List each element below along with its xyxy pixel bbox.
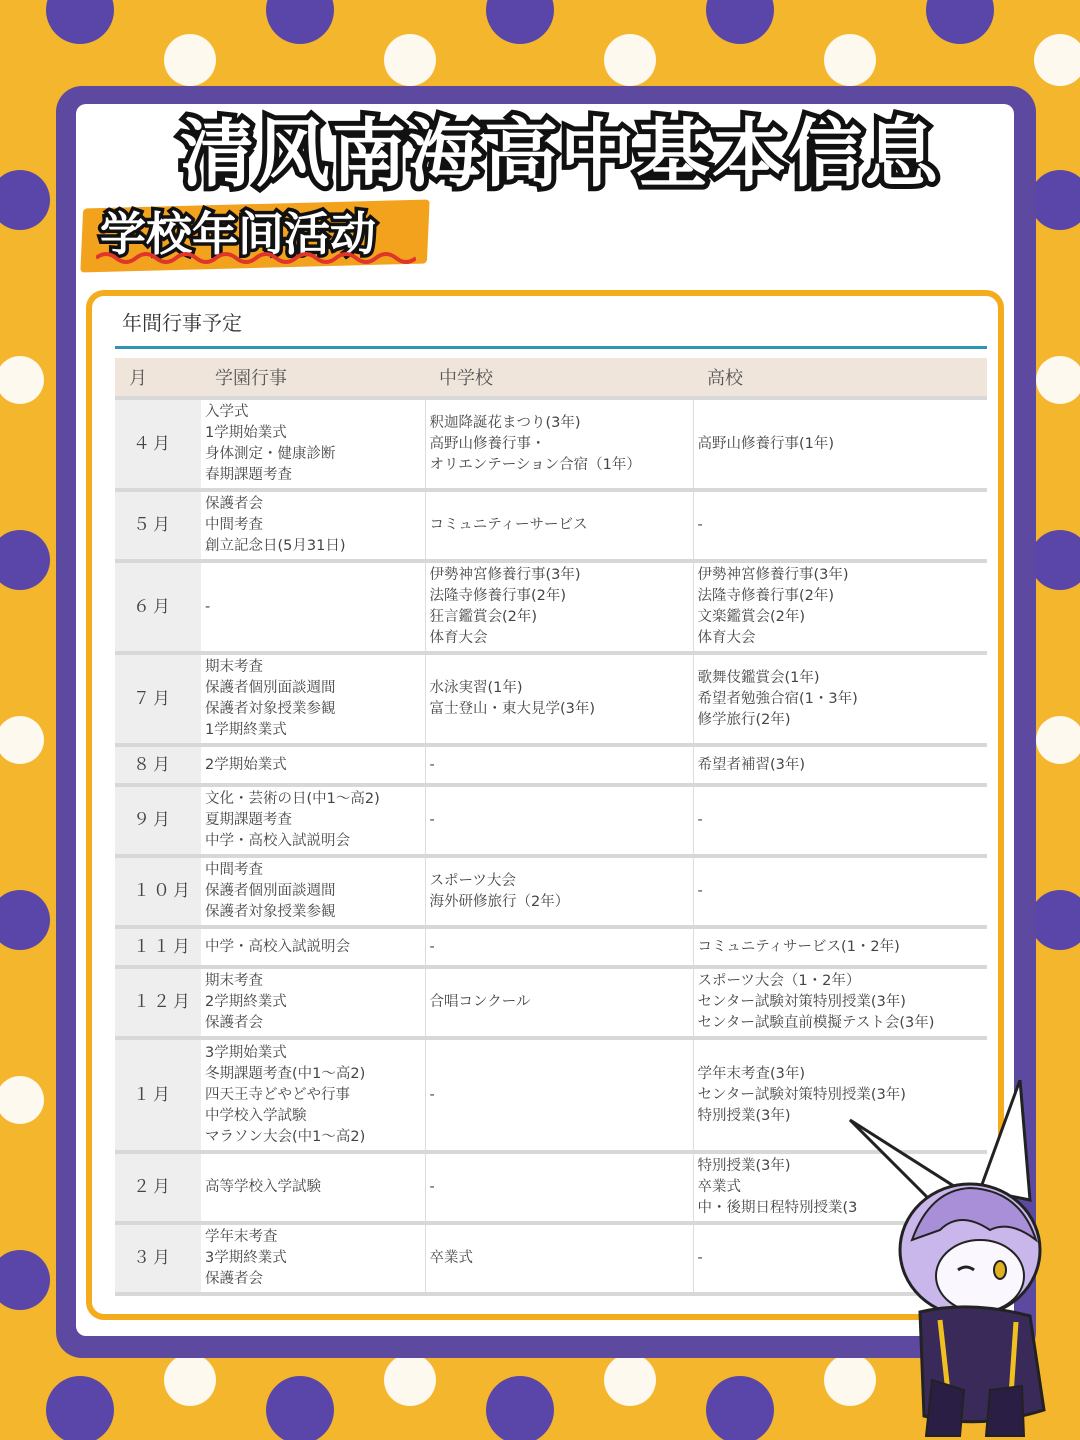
event-line: 文楽鑑賞会(2年) <box>697 609 806 625</box>
cell-chugakko-events <box>425 856 693 927</box>
event-line: 水泳実習(1年) <box>429 680 523 696</box>
event-line: - <box>429 1086 435 1103</box>
page-title: 清风南海高中基本信息 <box>180 111 940 197</box>
event-line: オリエンテーション合宿（1年） <box>429 456 641 473</box>
event-line: 1学期始業式 <box>205 425 287 441</box>
mascot-character-image <box>840 1080 1080 1440</box>
cell-month: １１月 <box>115 927 201 967</box>
event-line: - <box>429 1179 435 1195</box>
table-title: 年間行事予定 <box>122 311 242 335</box>
cell-gakuen-events <box>201 1152 425 1223</box>
table-row <box>115 856 987 927</box>
event-line: 1学期終業式 <box>205 722 287 738</box>
table-row <box>115 927 987 967</box>
event-line: マラソン大会(中1～高2) <box>205 1128 366 1145</box>
event-line: 富士登山・東大見学(3年) <box>429 701 596 717</box>
event-line: 2学期終業式 <box>205 994 287 1010</box>
cell-koko-events <box>693 561 987 653</box>
event-line: 特別授業(3年) <box>697 1107 791 1124</box>
event-line: 学年末考査(3年) <box>697 1065 806 1082</box>
header-chugakko: 中学校 <box>425 358 693 398</box>
event-line: スポーツ大会 <box>429 872 516 889</box>
table-row <box>115 653 987 745</box>
cell-gakuen-events <box>201 561 425 653</box>
cell-chugakko-events <box>425 967 693 1038</box>
event-line: 期末考査 <box>205 659 263 675</box>
cell-koko-events <box>693 785 987 856</box>
event-line: 釈迦降誕花まつり(3年) <box>429 414 581 431</box>
event-line: 学年末考査 <box>205 1229 278 1245</box>
cell-month: ７月 <box>115 653 201 745</box>
event-line: 文化・芸術の日(中1～高2) <box>205 791 380 807</box>
cell-month: ８月 <box>115 745 201 785</box>
cell-month: ５月 <box>115 490 201 561</box>
event-line: - <box>697 1250 703 1266</box>
event-line: 保護者対象授業参観 <box>205 904 336 920</box>
table-row <box>115 785 987 856</box>
event-line: 卒業式 <box>429 1250 473 1266</box>
event-line: 身体測定・健康診断 <box>205 446 336 462</box>
event-line: 中・後期日程特別授業(3 <box>697 1200 858 1216</box>
cell-gakuen-events <box>201 398 425 490</box>
event-line: 歌舞伎鑑賞会(1年) <box>697 669 820 686</box>
table-header-row <box>115 358 987 398</box>
table-row <box>115 561 987 653</box>
event-line: 期末考査 <box>205 973 263 989</box>
cell-chugakko-events <box>425 927 693 967</box>
cell-chugakko-events <box>425 785 693 856</box>
event-line: 保護者会 <box>205 496 263 512</box>
cell-gakuen-events <box>201 967 425 1038</box>
event-line: 海外研修旅行（2年） <box>429 893 570 910</box>
event-line: 希望者勉強合宿(1・3年) <box>697 690 858 707</box>
event-line: 中学・高校入試説明会 <box>205 938 350 955</box>
cell-koko-events <box>693 653 987 745</box>
title-rule <box>115 346 987 349</box>
cell-month: ２月 <box>115 1152 201 1223</box>
cell-koko-events <box>693 856 987 927</box>
event-line: コミュニティサービス(1・2年) <box>697 938 900 955</box>
cell-gakuen-events <box>201 785 425 856</box>
event-line: 法隆寺修養行事(2年) <box>697 588 835 604</box>
cell-chugakko-events <box>425 1223 693 1294</box>
cell-chugakko-events <box>425 398 693 490</box>
event-line: - <box>697 517 703 533</box>
subtitle-text: 学校年间活动 <box>100 207 376 261</box>
event-line: 保護者会 <box>205 1271 263 1287</box>
event-line: センター試験対策特別授業(3年) <box>697 994 906 1010</box>
cell-month: ６月 <box>115 561 201 653</box>
event-line: 保護者個別面談週間 <box>205 883 336 899</box>
event-line: 3学期始業式 <box>205 1044 287 1061</box>
cell-koko-events <box>693 745 987 785</box>
event-line: 保護者会 <box>205 1015 263 1031</box>
event-line: - <box>429 938 435 955</box>
table-row <box>115 967 987 1038</box>
cell-koko-events <box>693 967 987 1038</box>
cell-gakuen-events <box>201 490 425 561</box>
event-line: 入学式 <box>205 404 249 420</box>
event-line: 保護者個別面談週間 <box>205 680 336 696</box>
event-line: コミュニティーサービス <box>429 517 588 533</box>
event-line: - <box>697 883 703 899</box>
header-gakuen: 学園行事 <box>201 358 425 398</box>
header-month: 月 <box>115 358 201 398</box>
cell-chugakko-events <box>425 1152 693 1223</box>
event-line: 保護者対象授業参観 <box>205 701 336 717</box>
event-line: 四天王寺どやどや行事 <box>205 1086 350 1103</box>
table-row <box>115 490 987 561</box>
cell-koko-events <box>693 490 987 561</box>
cell-koko-events <box>693 398 987 490</box>
cell-gakuen-events <box>201 1038 425 1152</box>
event-line: - <box>429 756 435 773</box>
event-line: - <box>429 812 435 828</box>
event-line: 合唱コンクール <box>429 994 531 1010</box>
event-line: 卒業式 <box>697 1179 741 1195</box>
event-line: 2学期始業式 <box>205 756 287 773</box>
event-line: 春期課題考査 <box>205 467 292 483</box>
cell-month: ４月 <box>115 398 201 490</box>
event-line: 中間考査 <box>205 517 263 533</box>
event-line: 法隆寺修養行事(2年) <box>429 588 567 604</box>
event-line: 高野山修養行事・ <box>429 435 546 452</box>
event-line: - <box>697 812 703 828</box>
event-line: スポーツ大会（1・2年） <box>697 973 861 989</box>
event-line: センター試験対策特別授業(3年) <box>697 1086 906 1103</box>
wave-underline-icon <box>96 248 416 268</box>
event-line: 特別授業(3年) <box>697 1158 791 1174</box>
event-line: センター試験直前模擬テスト会(3年) <box>697 1015 935 1031</box>
cell-gakuen-events <box>201 653 425 745</box>
cell-gakuen-events <box>201 1223 425 1294</box>
event-line: 体育大会 <box>429 630 488 646</box>
cell-koko-events <box>693 927 987 967</box>
event-line: 体育大会 <box>697 630 756 646</box>
event-line: 狂言鑑賞会(2年) <box>429 609 538 625</box>
cell-month: １０月 <box>115 856 201 927</box>
header-koko: 高校 <box>693 358 987 398</box>
event-line: 冬期課題考査(中1～高2) <box>205 1065 366 1082</box>
cell-month: ３月 <box>115 1223 201 1294</box>
event-line: 高等学校入学試験 <box>205 1179 321 1195</box>
cell-gakuen-events <box>201 927 425 967</box>
event-line: 中間考査 <box>205 862 263 878</box>
event-line: 中学・高校入試説明会 <box>205 833 350 849</box>
event-line: 伊勢神宮修養行事(3年) <box>429 567 581 583</box>
table-row <box>115 398 987 490</box>
event-line: 中学校入学試験 <box>205 1107 307 1124</box>
cell-month: １２月 <box>115 967 201 1038</box>
event-line: 伊勢神宮修養行事(3年) <box>697 567 849 583</box>
event-line: 高野山修養行事(1年) <box>697 435 835 452</box>
cell-chugakko-events <box>425 1038 693 1152</box>
event-line: - <box>205 598 211 615</box>
event-line: 3学期終業式 <box>205 1250 287 1266</box>
cell-gakuen-events <box>201 856 425 927</box>
cell-month: ９月 <box>115 785 201 856</box>
table-row <box>115 745 987 785</box>
event-line: 修学旅行(2年) <box>697 711 791 728</box>
cell-chugakko-events <box>425 561 693 653</box>
event-line: 夏期課題考査 <box>205 812 292 828</box>
cell-chugakko-events <box>425 745 693 785</box>
event-line: 創立記念日(5月31日) <box>205 538 346 554</box>
event-line: 希望者補習(3年) <box>697 756 806 773</box>
cell-month: １月 <box>115 1038 201 1152</box>
cell-gakuen-events <box>201 745 425 785</box>
cell-chugakko-events <box>425 490 693 561</box>
cell-chugakko-events <box>425 653 693 745</box>
